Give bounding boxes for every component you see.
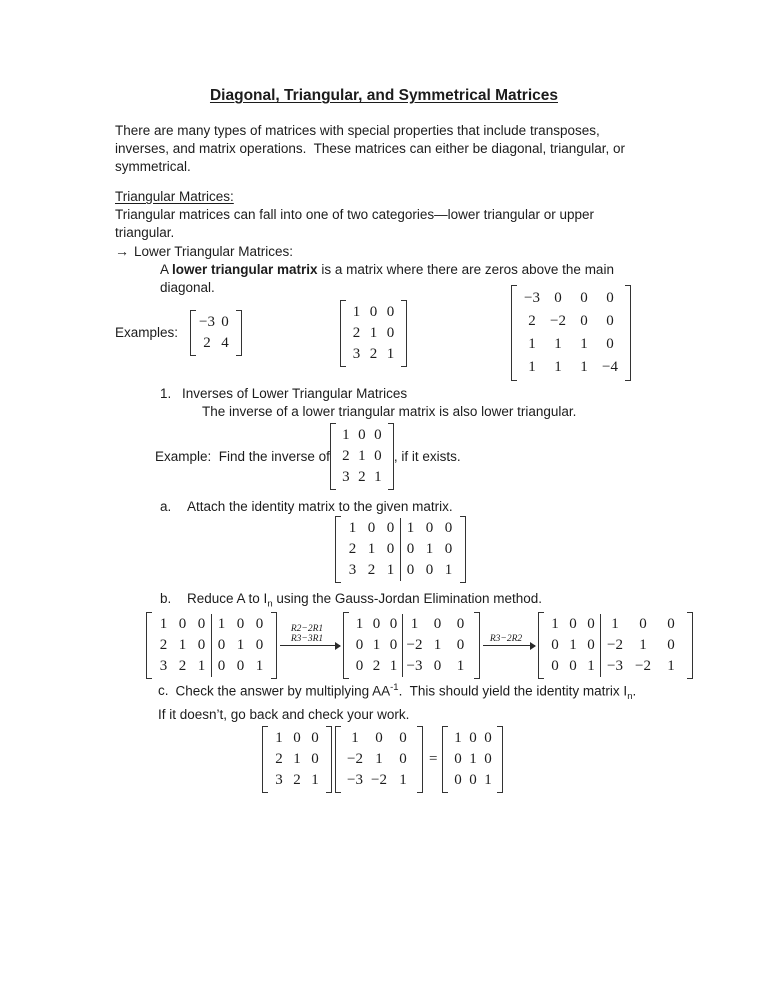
arrow-bullet-icon: → [115,243,129,259]
matrix-4x4-example: −3 0 0 0 2 −2 0 0 1 1 1 0 1 1 1 −4 [511,285,631,381]
intro-line: inverses, and matrix operations. These matrices can either be diagonal, triangular, or [115,141,626,156]
step-b-text-pre: Reduce A to I [187,591,268,606]
step-b-line [160,590,768,614]
examples-label: Examples: [115,325,179,340]
example-suffix: , if it exists. [393,448,461,464]
augmented-matrix-result: 1 0 0 1 0 0 0 1 0 −2 1 0 0 0 1 −3 −2 1 [538,612,693,679]
item-1-heading: Inverses of Lower Triangular Matrices [182,386,408,401]
example-prefix: Example: Find the inverse of [155,448,330,464]
step-c-line-2: If it doesn’t, go back and check your work. [158,706,410,722]
arrow-shaft-icon [280,645,340,646]
augmented-matrix-wrap [335,516,768,588]
definition-line [160,261,768,279]
item-1-heading-line [160,385,768,403]
augmented-matrix: 1 0 0 1 0 0 2 1 0 0 1 0 3 2 1 0 0 1 [335,516,466,583]
section-body-line: triangular. [115,225,175,240]
intro-line: symmetrical. [115,159,191,174]
arrow-shaft-icon [483,645,535,646]
gauss-jordan-elimination-row [146,612,768,679]
definition-text: is a matrix where there are zeros above the main [317,262,614,277]
augmented-matrix-start: 1 0 0 1 0 0 2 1 0 0 1 0 3 2 1 0 0 1 [146,612,277,679]
page-title [0,0,768,106]
page-title-text: Diagonal, Triangular, and Symmetrical Matrices [209,87,558,104]
step-c-text: . [632,683,637,699]
step-a-line [160,498,768,516]
matrix-a-inverse: 1 0 0 −2 1 0 −3 −2 1 [335,726,423,793]
row-operation-label: R2−2R1 [290,624,324,635]
row-operation-label: R3−2R2 [489,634,523,645]
step-c-line-1 [158,679,768,706]
item-1-number: 1. [160,386,172,401]
lower-triangular-bullet-line [115,242,768,261]
step-c-superscript: -1 [390,681,399,693]
definition-text: A [160,262,173,277]
triangular-matrices-section [115,188,768,297]
row-operation-label: R3−3R1 [290,634,324,645]
find-inverse-example-row [155,423,768,490]
intro-paragraph [115,122,768,176]
row-operation-labels [277,624,337,644]
step-a-text: Attach the identity matrix to the given matrix. [187,499,453,514]
row-operation-arrow-1 [277,612,343,679]
lower-triangular-heading: Lower Triangular Matrices: [134,244,294,259]
step-b-text-post: using the Gauss-Jordan Elimination method. [272,591,543,606]
intro-line: There are many types of matrices with special properties that include transposes, [115,123,600,138]
step-c-text: . This should yield the identity matrix I [398,683,628,699]
step-b-text [187,591,543,610]
section-heading: Triangular Matrices: [115,189,234,204]
augmented-matrix-middle: 1 0 0 1 0 0 0 1 0 −2 1 0 0 2 1 −3 0 1 [343,612,480,679]
item-1-note: The inverse of a lower triangular matrix is also lower triangular. [202,404,577,419]
row-operation-arrow-2 [480,612,538,679]
matrix-a: 1 0 0 2 1 0 3 2 1 [262,726,332,793]
verification-multiplication-row [262,726,768,793]
examples-row [115,285,768,381]
equals-sign: = [429,751,438,768]
step-c-label: c. [158,683,169,699]
definition-line: diagonal. [160,280,215,295]
step-c-subscript: n [627,690,633,702]
step-c-text: Check the answer by multiplying AA [175,683,391,699]
matrix-to-invert: 1 0 0 2 1 0 3 2 1 [330,423,394,490]
identity-matrix: 1 0 0 0 1 0 0 0 1 [442,726,503,793]
step-a-label: a. [160,499,172,514]
step-b-subscript: n [267,598,273,610]
section-body-line: Triangular matrices can fall into one of two categories—lower triangular or upper [115,207,594,222]
step-b-label: b. [160,591,172,606]
definition-bold-term: lower triangular matrix [172,262,318,277]
row-operation-labels [480,634,532,644]
step-c-block [158,679,768,724]
matrix-3x3-example: 1 0 0 2 1 0 3 2 1 [340,300,407,367]
matrix-2x2-example: −3 0 2 4 [190,310,242,356]
